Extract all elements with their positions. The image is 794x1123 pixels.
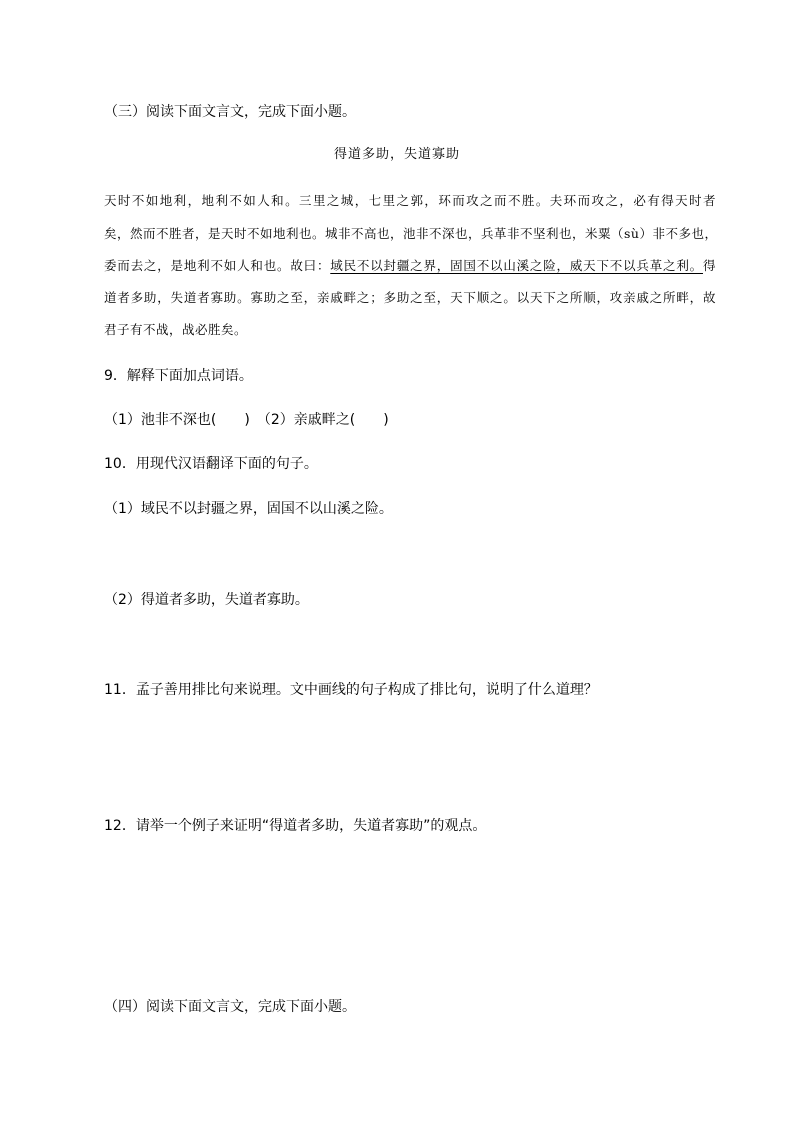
passage-text: 君子有不战，战必胜矣。 [104, 322, 248, 337]
question-12-prompt: 12．请举一个例子来证明“得道者多助，失道者寡助”的观点。 [104, 818, 487, 834]
question-10-item-2: （2）得道者多助，失道者寡助。 [104, 592, 309, 608]
passage-text: 委而去之，是地利不如人和也。故曰： [104, 258, 331, 273]
passage-title: 得道多助，失道寡助 [333, 147, 460, 162]
passage-text: 得 [702, 258, 716, 273]
question-9-prompt: 9．解释下面加点词语。 [104, 368, 253, 384]
section-3-heading: （三）阅读下面文言文，完成下面小题。 [104, 104, 356, 120]
passage-text: 矣，然而不胜者，是天时不如地利也。城非不高也，池非不深也，兵革非不坚利也，米粟（sù）非不多也， [104, 226, 718, 241]
question-10-item-1: （1）域民不以封疆之界，固国不以山溪之险。 [104, 501, 393, 517]
section-4-heading: （四）阅读下面文言文，完成下面小题。 [104, 999, 356, 1015]
passage-line-5 [104, 320, 247, 340]
passage-line-3 [104, 256, 716, 276]
question-11-prompt: 11．孟子善用排比句来说理。文中画线的句子构成了排比句，说明了什么道理？ [104, 682, 598, 698]
question-9-items: （1）池非不深也( ) （2）亲戚畔之( ) [104, 412, 389, 428]
passage-line-4 [104, 288, 716, 308]
passage-line-1 [104, 191, 716, 211]
passage-text: 道者多助，失道者寡助。寡助之至，亲戚畔之；多助之至，天下顺之。以天下之所顺，攻亲戚之所畔，故 [104, 290, 716, 305]
passage-line-2 [104, 224, 716, 244]
underlined-parallel-sentence: 域民不以封疆之界，固国不以山溪之险，威天下不以兵革之利。 [330, 258, 703, 273]
passage-text: 天时不如地利，地利不如人和。三里之城，七里之郭，环而攻之而不胜。夫环而攻之，必有得天时者 [104, 193, 716, 208]
question-10-prompt: 10．用现代汉语翻译下面的句子。 [104, 456, 318, 472]
